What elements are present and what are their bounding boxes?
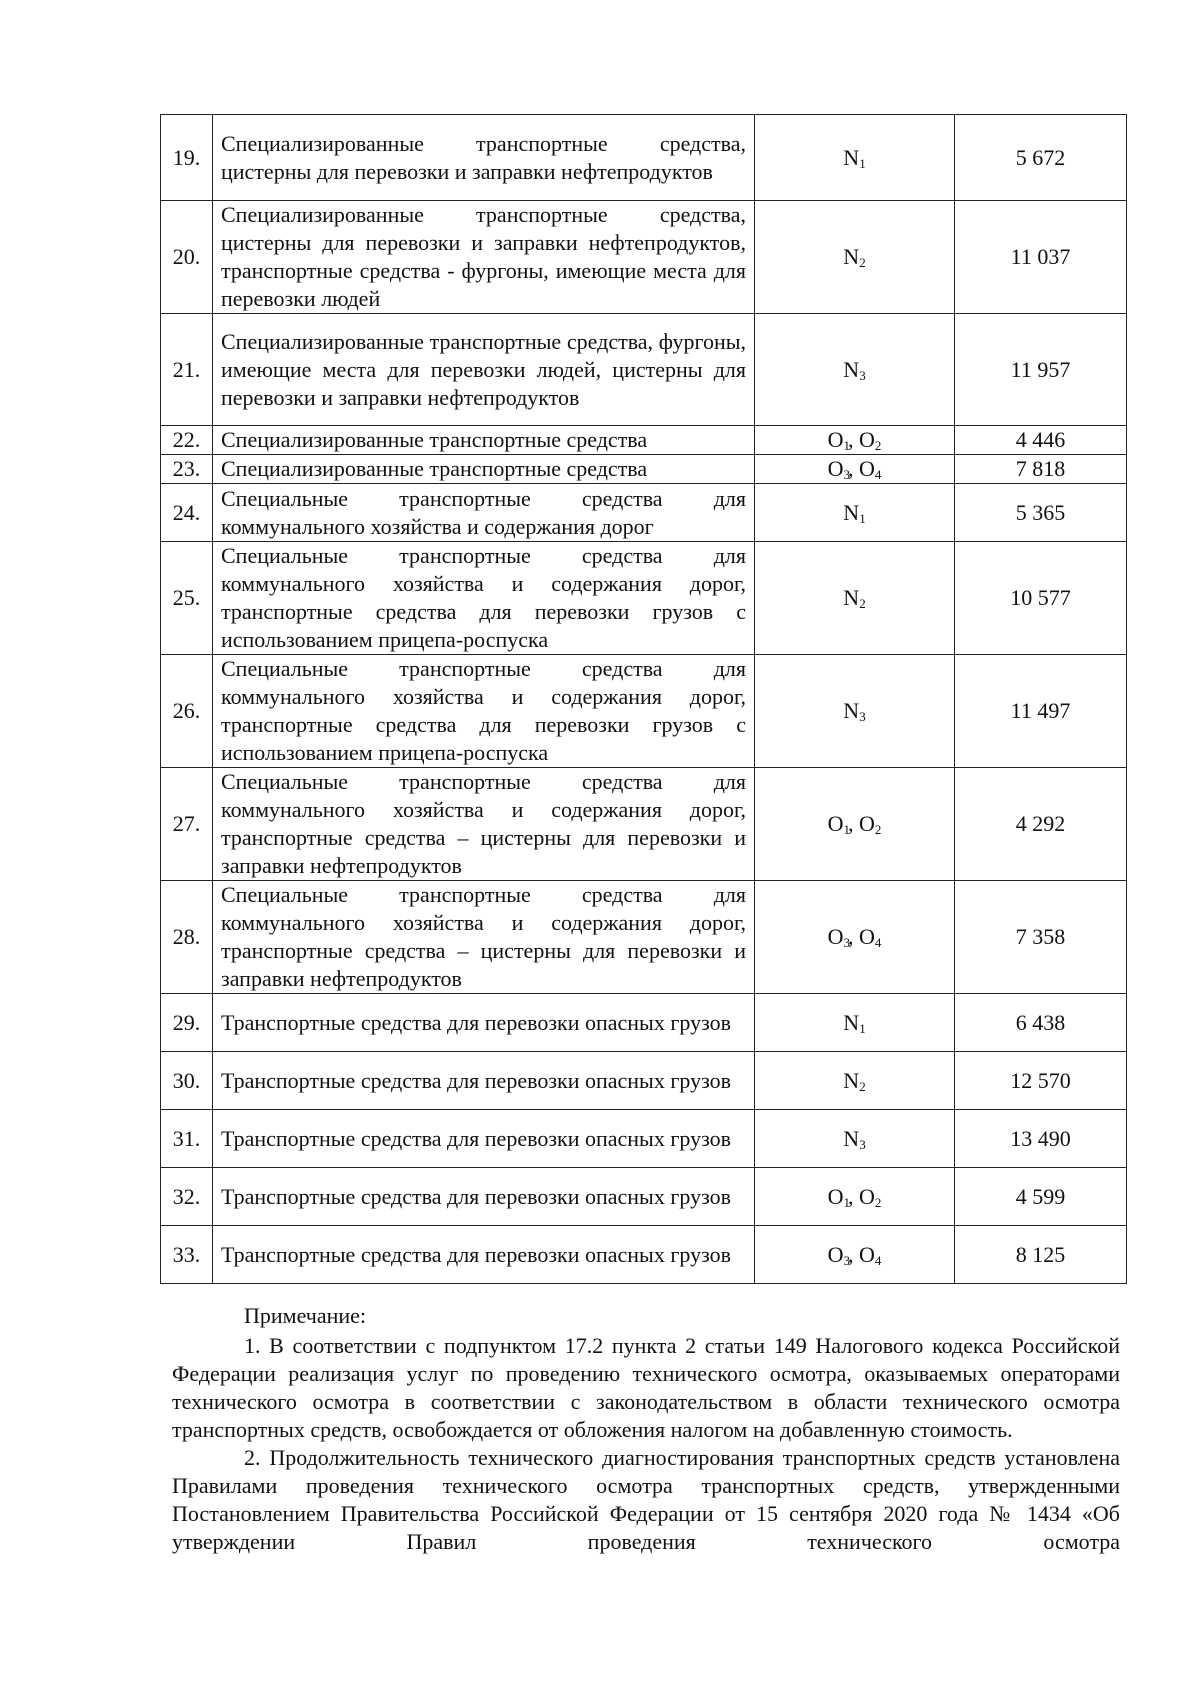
category-index-2: 4: [874, 1252, 882, 1268]
row-category: [755, 1226, 955, 1284]
row-category: [755, 201, 955, 314]
row-price: 11 957: [955, 314, 1127, 426]
category-index-2: 4: [874, 467, 882, 482]
row-price: 11 037: [955, 201, 1127, 314]
category-index: 1: [843, 1194, 850, 1210]
category-letter-2: O: [859, 924, 875, 949]
row-number: 27.: [161, 768, 213, 881]
table-row: [161, 542, 1127, 655]
row-category: [755, 426, 955, 455]
row-description: Специализированные транспортные средства, фургоны, имеющие места для перевозки людей, цистерны для перевозки и заправки нефтепродуктов: [213, 314, 755, 426]
category-letter-2: O: [859, 427, 875, 452]
category-index: 1: [859, 510, 866, 526]
category-letter: O: [827, 1241, 844, 1267]
table-row: [161, 655, 1127, 768]
row-price: 10 577: [955, 542, 1127, 655]
category-letter: N: [843, 1009, 860, 1035]
table-row: [161, 201, 1127, 314]
row-price: 8 125: [955, 1226, 1127, 1284]
row-number: 30.: [161, 1052, 213, 1110]
category-separator: ,: [848, 924, 859, 949]
table-row: [161, 994, 1127, 1052]
row-category: [755, 455, 955, 484]
notes-title: Примечание:: [244, 1303, 367, 1328]
category-index-2: 4: [874, 935, 882, 950]
tariff-table: [160, 114, 1127, 1284]
row-category: [755, 881, 955, 994]
table-row: [161, 768, 1127, 881]
row-number: 29.: [161, 994, 213, 1052]
row-description: Специализированные транспортные средства, цистерны для перевозки и заправки нефтепродуктов, транспортные средства - фургоны, имеющие места для перевозки людей: [213, 201, 755, 314]
category-index-2: 2: [874, 822, 882, 837]
row-number: 23.: [161, 455, 213, 484]
category-separator: ,: [848, 427, 859, 452]
row-number: 28.: [161, 881, 213, 994]
table-row: [161, 881, 1127, 994]
category-index: 3: [843, 1252, 850, 1268]
category-letter: N: [843, 499, 860, 525]
row-description: Транспортные средства для перевозки опасных грузов: [213, 994, 755, 1052]
category-index: 3: [859, 709, 866, 724]
category-letter: O: [827, 427, 844, 452]
table-row: [161, 484, 1127, 542]
category-letter: N: [843, 144, 860, 170]
row-number: 33.: [161, 1226, 213, 1284]
row-category: [755, 1168, 955, 1226]
row-number: 31.: [161, 1110, 213, 1168]
category-letter: O: [827, 924, 844, 949]
table-row: [161, 1052, 1127, 1110]
row-category: [755, 1052, 955, 1110]
row-number: 21.: [161, 314, 213, 426]
table-row: [161, 426, 1127, 455]
row-price: 6 438: [955, 994, 1127, 1052]
row-description: Специальные транспортные средства для коммунального хозяйства и содержания дорог, транспортные средства для перевозки грузов с использованием прицепа-роспуска: [213, 542, 755, 655]
category-separator: ,: [848, 1183, 859, 1209]
row-price: 13 490: [955, 1110, 1127, 1168]
row-number: 25.: [161, 542, 213, 655]
row-number: 24.: [161, 484, 213, 542]
row-category: [755, 768, 955, 881]
category-index-2: 2: [874, 1194, 882, 1210]
category-index: 3: [843, 467, 850, 482]
row-description: Специальные транспортные средства для коммунального хозяйства и содержания дорог: [213, 484, 755, 542]
category-letter-2: O: [859, 1241, 875, 1267]
note-item-2: 2. Продолжительность технического диагностирования транспортных средств установлена Правилами проведения технического осмотра транспортных средств, утвержденными Постановлением Правительства Российской Федерации от 15 сентября 2020 года № 1434 «Об утверждении Правил проведения технического осмотра: [172, 1445, 1120, 1554]
row-price: 11 497: [955, 655, 1127, 768]
category-index: 3: [859, 367, 866, 383]
row-category: [755, 314, 955, 426]
category-letter-2: O: [859, 811, 875, 836]
row-category: [755, 994, 955, 1052]
category-letter: O: [827, 1183, 844, 1209]
row-number: 22.: [161, 426, 213, 455]
row-description: Специализированные транспортные средства, цистерны для перевозки и заправки нефтепродуктов: [213, 115, 755, 201]
note-item-1: 1. В соответствии с подпунктом 17.2 пункта 2 статьи 149 Налогового кодекса Российской Федерации реализация услуг по проведению технического осмотра, оказываемых операторами технического осмотра в соответствии с законодательством в области технического осмотра транспортных средств, освобождается от обложения налогом на добавленную стоимость.: [172, 1333, 1120, 1442]
category-index: 1: [859, 155, 866, 171]
category-index: 3: [843, 935, 850, 950]
category-separator: ,: [848, 811, 859, 836]
row-description: Специальные транспортные средства для коммунального хозяйства и содержания дорог, транспортные средства для перевозки грузов с использованием прицепа-роспуска: [213, 655, 755, 768]
tariff-table-body: [161, 115, 1127, 1284]
row-price: 4 446: [955, 426, 1127, 455]
row-description: Транспортные средства для перевозки опасных грузов: [213, 1052, 755, 1110]
category-index: 1: [843, 438, 850, 453]
category-letter: N: [843, 356, 860, 382]
category-letter: O: [827, 456, 844, 481]
category-letter: N: [843, 1125, 860, 1151]
category-index-2: 2: [874, 438, 882, 453]
row-price: 5 365: [955, 484, 1127, 542]
row-description: Специальные транспортные средства для коммунального хозяйства и содержания дорог, транспортные средства – цистерны для перевозки и заправки нефтепродуктов: [213, 768, 755, 881]
notes-section: [172, 1302, 1120, 1556]
table-row: [161, 1226, 1127, 1284]
category-index: 1: [859, 1020, 866, 1036]
category-letter: O: [827, 811, 844, 836]
row-description: Специализированные транспортные средства: [213, 455, 755, 484]
category-letter-2: O: [859, 456, 875, 481]
row-number: 19.: [161, 115, 213, 201]
row-price: 4 292: [955, 768, 1127, 881]
row-description: Транспортные средства для перевозки опасных грузов: [213, 1110, 755, 1168]
category-letter: N: [843, 698, 860, 723]
row-category: [755, 115, 955, 201]
category-index: 2: [859, 596, 866, 611]
category-separator: ,: [848, 1241, 859, 1267]
table-row: [161, 455, 1127, 484]
category-index: 2: [859, 255, 866, 270]
row-number: 26.: [161, 655, 213, 768]
row-description: Транспортные средства для перевозки опасных грузов: [213, 1168, 755, 1226]
row-description: Транспортные средства для перевозки опасных грузов: [213, 1226, 755, 1284]
category-letter: N: [843, 1067, 860, 1093]
table-row: [161, 314, 1127, 426]
row-price: 4 599: [955, 1168, 1127, 1226]
table-row: [161, 115, 1127, 201]
row-price: 12 570: [955, 1052, 1127, 1110]
row-description: Специальные транспортные средства для коммунального хозяйства и содержания дорог, транспортные средства – цистерны для перевозки и заправки нефтепродуктов: [213, 881, 755, 994]
row-description: Специализированные транспортные средства: [213, 426, 755, 455]
category-index: 2: [859, 1078, 866, 1094]
category-letter: N: [843, 585, 860, 610]
category-index: 1: [843, 822, 850, 837]
row-price: 5 672: [955, 115, 1127, 201]
category-letter: N: [843, 244, 860, 269]
category-index: 3: [859, 1136, 866, 1152]
row-category: [755, 1110, 955, 1168]
table-row: [161, 1110, 1127, 1168]
row-category: [755, 484, 955, 542]
row-category: [755, 542, 955, 655]
category-letter-2: O: [859, 1183, 875, 1209]
category-separator: ,: [848, 456, 859, 481]
row-price: 7 358: [955, 881, 1127, 994]
row-number: 20.: [161, 201, 213, 314]
table-row: [161, 1168, 1127, 1226]
row-number: 32.: [161, 1168, 213, 1226]
row-price: 7 818: [955, 455, 1127, 484]
row-category: [755, 655, 955, 768]
